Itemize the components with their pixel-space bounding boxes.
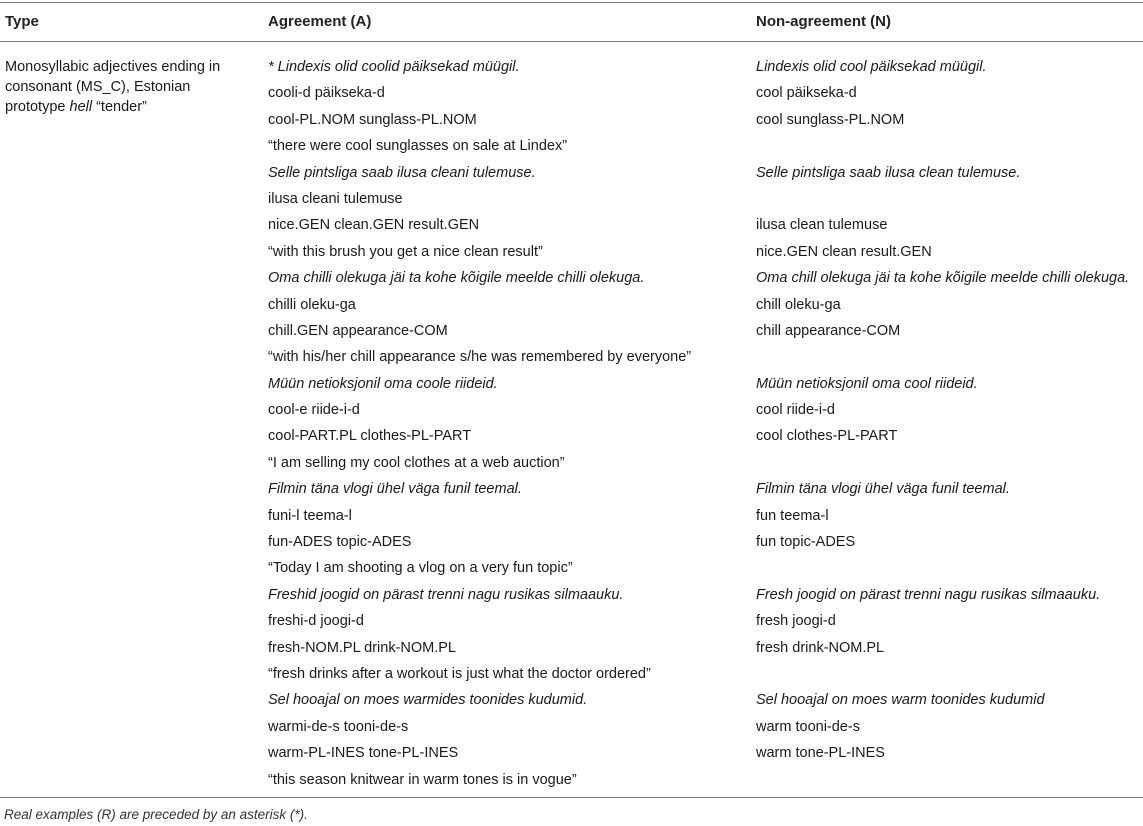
non-agreement-cell: fun topic-ADES — [756, 534, 856, 551]
table-row — [0, 480, 1143, 506]
table-row — [0, 586, 1143, 612]
agreement-cell: cool-PART.PL clothes-PL-PART — [268, 428, 472, 445]
agreement-cell: ilusa cleani tulemuse — [268, 190, 403, 207]
table-row — [0, 401, 1143, 427]
non-agreement-cell: nice.GEN clean result.GEN — [756, 243, 932, 260]
table-top-rule — [0, 2, 1143, 3]
table-row — [0, 84, 1143, 110]
table-row — [0, 691, 1143, 717]
non-agreement-cell: fresh drink-NOM.PL — [756, 639, 885, 656]
agreement-cell: cool-PL.NOM sunglass-PL.NOM — [268, 111, 477, 128]
agreement-cell: “fresh drinks after a workout is just what the doctor ordered” — [268, 665, 651, 682]
agreement-cell: “this season knitwear in warm tones is in vogue” — [268, 771, 577, 788]
type-description: Monosyllabic adjectives ending in consonant (MS_C), Estonian prototype — [5, 59, 221, 115]
header-agreement: Agreement (A) — [268, 13, 372, 30]
header-rule — [0, 41, 1143, 42]
table-row — [0, 533, 1143, 559]
type-prototype-word: hell — [69, 99, 93, 115]
agreement-cell: cool-e riide-i-d — [268, 402, 360, 419]
agreement-cell: fresh-NOM.PL drink-NOM.PL — [268, 639, 456, 656]
table-row — [0, 322, 1143, 348]
header-type: Type — [5, 13, 39, 30]
agreement-cell: chilli oleku-ga — [268, 296, 356, 313]
non-agreement-cell: warm tone-PL-INES — [756, 745, 885, 762]
table-row — [0, 216, 1143, 242]
type-prototype-gloss: “tender” — [92, 99, 147, 115]
table-row — [0, 639, 1143, 665]
non-agreement-cell: Fresh joogid on pärast trenni nagu rusikas silmaauku. — [756, 586, 1101, 603]
table-row — [0, 375, 1143, 401]
table-row — [0, 744, 1143, 770]
agreement-cell: “with this brush you get a nice clean result” — [268, 243, 543, 260]
agreement-cell: “there were cool sunglasses on sale at Lindex” — [268, 138, 568, 155]
table-row — [0, 296, 1143, 322]
agreement-cell: nice.GEN clean.GEN result.GEN — [268, 217, 480, 234]
agreement-cell: “Today I am shooting a vlog on a very fun topic” — [268, 560, 573, 577]
table-row — [0, 559, 1143, 585]
agreement-cell: Sel hooajal on moes warmides toonides kudumid. — [268, 692, 588, 709]
table-row — [0, 507, 1143, 533]
non-agreement-cell: Oma chill olekuga jäi ta kohe kõigile meelde chilli olekuga. — [756, 270, 1130, 287]
agreement-cell: Müün netioksjonil oma coole riideid. — [268, 375, 498, 392]
table-row — [0, 427, 1143, 453]
agreement-cell: cooli-d päikseka-d — [268, 85, 385, 102]
table-row — [0, 190, 1143, 216]
non-agreement-cell: Lindexis olid cool päiksekad müügil. — [756, 59, 987, 75]
table-row — [0, 243, 1143, 269]
non-agreement-cell: cool clothes-PL-PART — [756, 428, 898, 445]
table-row — [0, 612, 1143, 638]
example-rows — [0, 58, 1143, 797]
non-agreement-cell: chill appearance-COM — [756, 322, 901, 339]
non-agreement-cell: cool päikseka-d — [756, 85, 857, 102]
non-agreement-cell: cool riide-i-d — [756, 402, 835, 419]
agreement-cell: “with his/her chill appearance s/he was remembered by everyone” — [268, 349, 692, 366]
table-footnote: Real examples (R) are preceded by an asterisk (*). — [4, 807, 308, 822]
agreement-cell: fun-ADES topic-ADES — [268, 534, 412, 551]
agreement-cell: Freshid joogid on pärast trenni nagu rusikas silmaauku. — [268, 586, 624, 603]
agreement-cell: Selle pintsliga saab ilusa cleani tulemuse. — [268, 164, 536, 181]
table-row — [0, 269, 1143, 295]
non-agreement-cell: Sel hooajal on moes warm toonides kudumid — [756, 692, 1045, 709]
header-non-agreement: Non-agreement (N) — [756, 13, 892, 30]
table-row — [0, 454, 1143, 480]
table-row — [0, 665, 1143, 691]
agreement-cell: freshi-d joogi-d — [268, 613, 364, 630]
agreement-cell: warmi-de-s tooni-de-s — [268, 718, 409, 735]
table-row — [0, 58, 1143, 84]
agreement-cell: * Lindexis olid coolid päiksekad müügil. — [268, 59, 520, 75]
non-agreement-cell: Müün netioksjonil oma cool riideid. — [756, 375, 978, 392]
non-agreement-cell: fun teema-l — [756, 507, 829, 524]
agreement-cell: funi-l teema-l — [268, 507, 352, 524]
non-agreement-cell: ilusa clean tulemuse — [756, 217, 888, 234]
non-agreement-cell: Filmin täna vlogi ühel väga funil teemal. — [756, 481, 1010, 498]
agreement-cell: Oma chilli olekuga jäi ta kohe kõigile meelde chilli olekuga. — [268, 270, 645, 287]
non-agreement-cell: fresh joogi-d — [756, 613, 836, 630]
table-row — [0, 348, 1143, 374]
non-agreement-cell: warm tooni-de-s — [756, 718, 860, 735]
table-row — [0, 111, 1143, 137]
agreement-cell: “I am selling my cool clothes at a web auction” — [268, 454, 565, 471]
agreement-cell: warm-PL-INES tone-PL-INES — [268, 745, 459, 762]
agreement-cell: chill.GEN appearance-COM — [268, 322, 448, 339]
table-bottom-rule — [0, 797, 1143, 798]
table-row — [0, 771, 1143, 797]
non-agreement-cell: cool sunglass-PL.NOM — [756, 111, 905, 128]
table-row — [0, 164, 1143, 190]
agreement-cell: Filmin täna vlogi ühel väga funil teemal. — [268, 481, 522, 498]
non-agreement-cell: Selle pintsliga saab ilusa clean tulemuse. — [756, 164, 1021, 181]
table-row — [0, 137, 1143, 163]
non-agreement-cell: chill oleku-ga — [756, 296, 841, 313]
table-row — [0, 718, 1143, 744]
